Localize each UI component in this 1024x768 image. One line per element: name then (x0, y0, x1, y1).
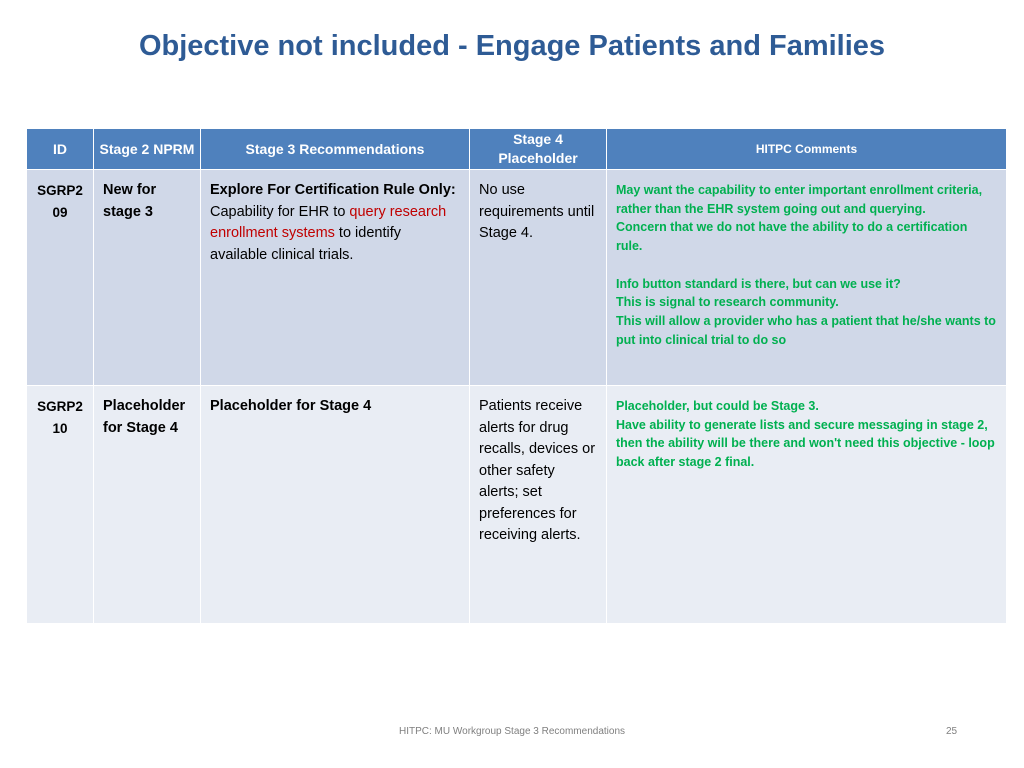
header-stage3-recommendations: Stage 3 Recommendations (201, 129, 470, 170)
comment-line: This will allow a provider who has a patient that he/she wants to put into clinical trial to do so (616, 313, 996, 347)
row-id-cell: SGRP2 09 (27, 170, 94, 386)
row-id-cell: SGRP2 10 (27, 386, 94, 624)
stage2-cell: New for stage 3 (94, 170, 201, 386)
header-stage4-placeholder: Stage 4 Placeholder (470, 129, 607, 170)
stage3-text-before: Capability for EHR to (210, 203, 350, 220)
recommendations-table (26, 128, 1007, 624)
comment-line: Have ability to generate lists and secure messaging in stage 2, then the ability will be there and won't need this objective - loop back after stage 2 final. (616, 417, 995, 470)
stage3-cell: Placeholder for Stage 4 (201, 386, 470, 624)
comment-spacer (616, 256, 997, 275)
comment-line: Placeholder, but could be Stage 3. (616, 399, 819, 413)
comment-line: Info button standard is there, but can we use it? (616, 276, 901, 291)
stage3-bold-prefix: Explore For Certification Rule Only: (210, 182, 456, 198)
stage2-cell: Placeholder for Stage 4 (94, 386, 201, 624)
stage3-red-text: query research enrollment systems (210, 203, 447, 241)
slide-title: Objective not included - Engage Patients and Families (138, 30, 886, 62)
comments-cell (607, 386, 1007, 624)
comment-line: Concern that we do not have the ability to do a certification rule. (616, 220, 968, 254)
comment-line: May want the capability to enter important enrollment criteria, rather than the EHR system going out and querying. (616, 183, 983, 216)
comment-line: This is signal to research community. (616, 295, 839, 310)
stage3-text-after: to identify available clinical trials. (210, 225, 401, 263)
table-row (27, 170, 1007, 386)
stage3-cell (201, 170, 470, 386)
table-header-row (27, 129, 1007, 170)
table-row (27, 386, 1007, 624)
footer-text: HITPC: MU Workgroup Stage 3 Recommendations (398, 726, 625, 737)
stage4-cell: No use requirements until Stage 4. (470, 170, 607, 386)
header-hitpc-comments: HITPC Comments (607, 129, 1007, 170)
stage4-cell: Patients receive alerts for drug recalls, devices or other safety alerts; set preferences for receiving alerts. (470, 386, 607, 624)
header-id: ID (27, 129, 94, 170)
header-stage2-nprm: Stage 2 NPRM (94, 129, 201, 170)
comments-cell (607, 170, 1007, 386)
page-number: 25 (946, 726, 958, 737)
